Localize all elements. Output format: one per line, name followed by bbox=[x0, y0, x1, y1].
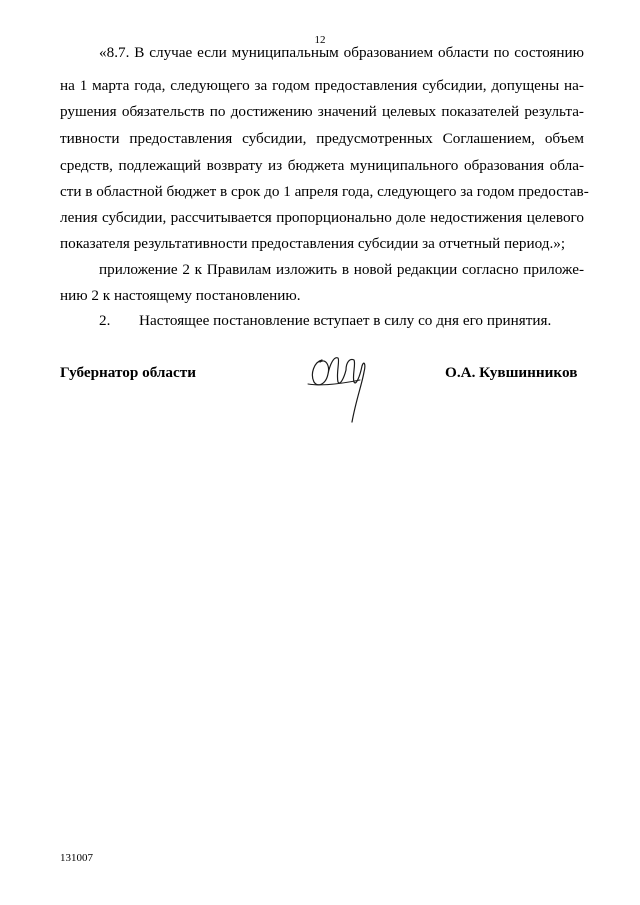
paragraph-line: рушения обязательств по достижению значений целевых показателей результа- bbox=[60, 103, 584, 120]
paragraph-line: «8.7. В случае если муниципальным образованием области по состоянию bbox=[99, 44, 584, 61]
annex-line: нию 2 к настоящему постановлению. bbox=[60, 287, 301, 304]
annex-line: приложение 2 к Правилам изложить в новой редакции согласно приложе- bbox=[99, 261, 584, 278]
signatory-name: О.А. Кувшинников bbox=[445, 364, 578, 381]
page-number: 12 bbox=[314, 34, 326, 46]
document-code: 131007 bbox=[60, 852, 93, 864]
signatory-role: Губернатор области bbox=[60, 364, 196, 381]
paragraph-line: показателя результативности предоставления субсидии за отчетный период.»; bbox=[60, 235, 566, 252]
paragraph-line: сти в областной бюджет в срок до 1 апреля года, следующего за годом предостав- bbox=[60, 183, 589, 200]
paragraph-line: средств, подлежащий возврату из бюджета муниципального образования обла- bbox=[60, 157, 584, 174]
paragraph-line: на 1 марта года, следующего за годом предоставления субсидии, допущены на- bbox=[60, 77, 584, 94]
handwritten-signature bbox=[300, 340, 380, 435]
paragraph-line: ления субсидии, рассчитывается пропорционально доле недостижения целевого bbox=[60, 209, 584, 226]
item-number: 2. bbox=[99, 312, 111, 329]
paragraph-line: тивности предоставления субсидии, предусмотренных Соглашением, объем bbox=[60, 130, 584, 147]
item-text: Настоящее постановление вступает в силу со дня его принятия. bbox=[139, 312, 552, 329]
